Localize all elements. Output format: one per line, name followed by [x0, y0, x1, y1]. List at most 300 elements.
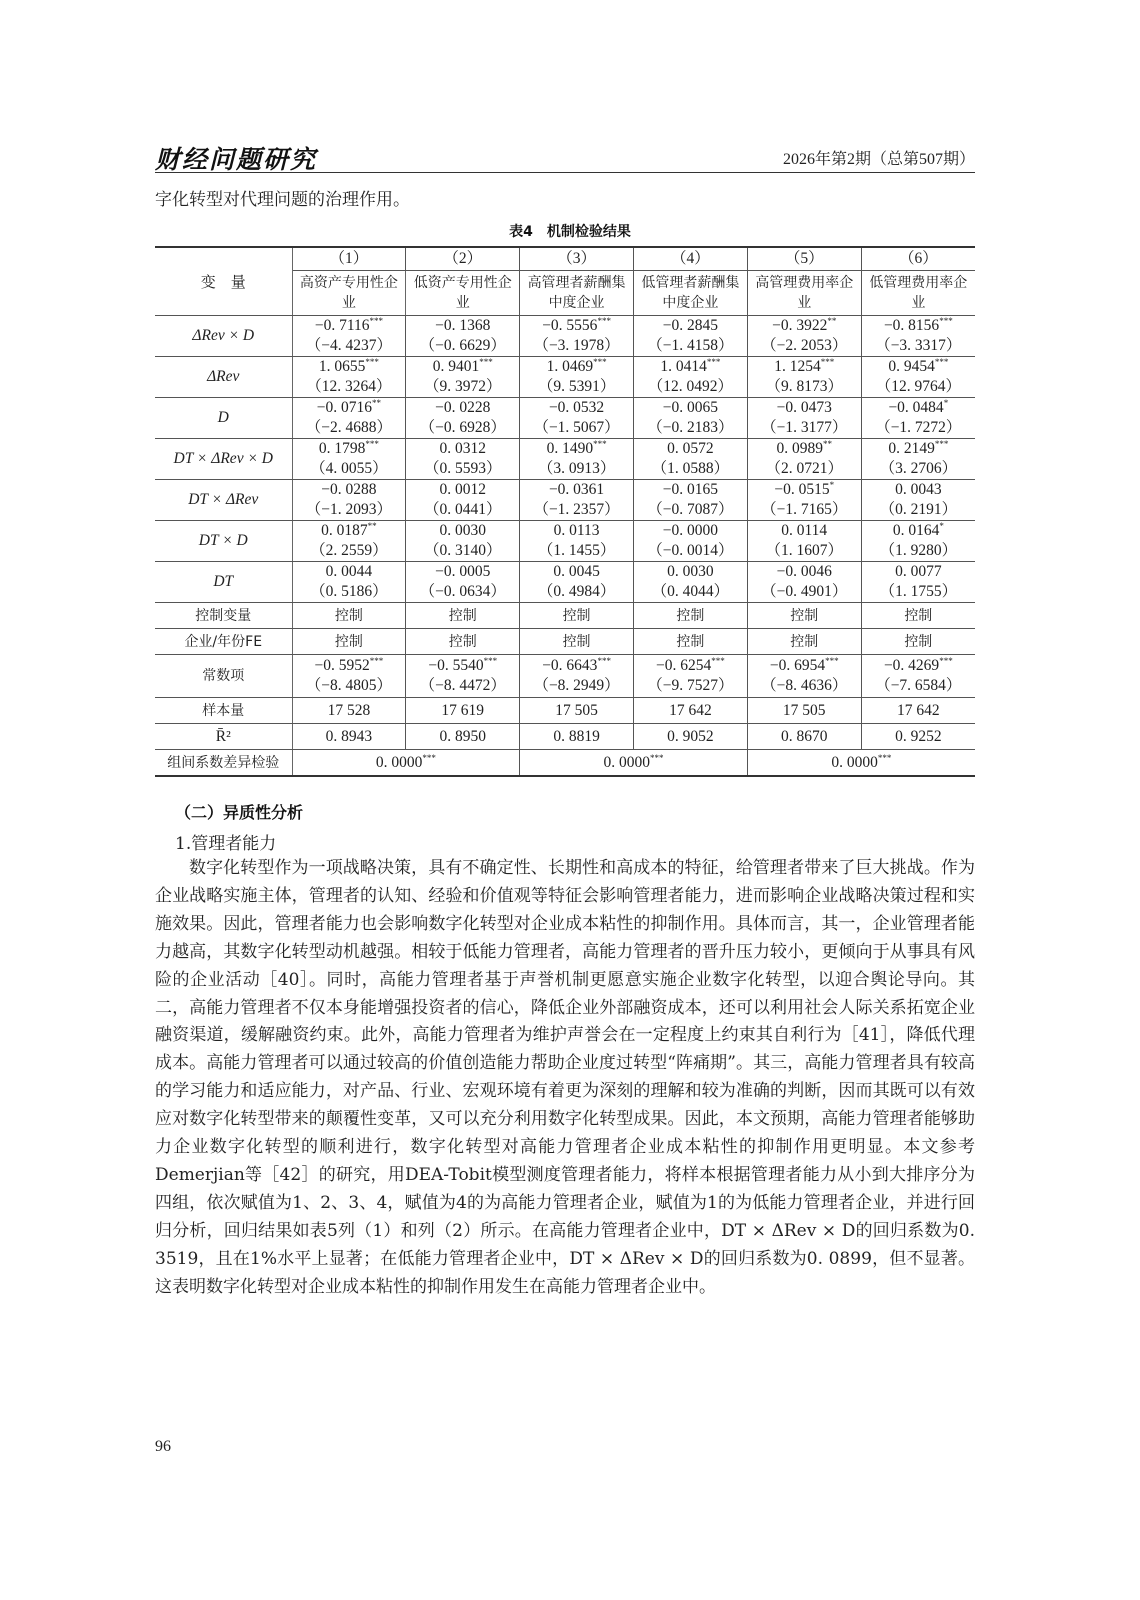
variable-label: ΔRev	[207, 368, 240, 385]
coefficient: 0. 0012	[439, 481, 486, 498]
significance-stars: ***	[483, 656, 498, 666]
table-cell	[406, 562, 520, 603]
t-statistic: （0. 2191）	[879, 501, 958, 518]
table-cell	[520, 316, 634, 357]
p-value: 0. 0000	[831, 753, 878, 771]
table-row	[155, 357, 975, 398]
column-group-label: 低管理者薪酬集中度企业	[641, 275, 740, 311]
table-cell	[747, 629, 861, 655]
coefficient: 0. 0077	[895, 563, 942, 580]
table-cell	[520, 724, 634, 750]
cell-value: 控制	[904, 607, 933, 624]
coefficient: −0. 8156	[883, 317, 940, 334]
t-statistic: （0. 4984）	[537, 583, 616, 600]
table-cell	[747, 480, 861, 521]
coefficient: −0. 7116	[314, 317, 370, 334]
column-group	[520, 271, 634, 316]
regression-table	[155, 246, 975, 777]
table-row	[155, 398, 975, 439]
coefficient: 0. 0572	[667, 440, 714, 457]
coefficient: −0. 5540	[428, 657, 484, 674]
column-group-label: 低管理费用率企业	[869, 275, 968, 311]
column-number-label: （1）	[329, 250, 369, 267]
cell-value: 17 505	[782, 701, 826, 719]
t-statistic: （−7. 6584）	[875, 677, 962, 694]
t-statistic: （−0. 6629）	[419, 337, 506, 354]
column-group-label: 高管理者薪酬集中度企业	[527, 275, 626, 311]
table-cell	[747, 521, 861, 562]
column-group-label: 高资产专用性企业	[299, 275, 398, 311]
cell-value: 0. 8670	[780, 727, 828, 745]
table-cell	[633, 521, 747, 562]
table-cell	[292, 629, 406, 655]
t-statistic: （1. 1755）	[879, 583, 958, 600]
diff-test-value	[747, 750, 975, 777]
coefficient: 1. 0655	[318, 358, 366, 375]
table-cell	[292, 724, 406, 750]
table-cell	[292, 603, 406, 629]
table-cell	[861, 724, 975, 750]
t-statistic: （0. 4044）	[651, 583, 730, 600]
significance-stars: **	[372, 398, 382, 408]
coefficient: −0. 0228	[435, 399, 491, 416]
table-cell	[520, 603, 634, 629]
column-group-label: 高管理费用率企业	[755, 275, 854, 311]
cell-value: 控制	[676, 607, 705, 624]
t-statistic: （−0. 6928）	[419, 419, 506, 436]
t-statistic: （−1. 2357）	[533, 501, 620, 518]
t-statistic: （−0. 4901）	[761, 583, 848, 600]
table-caption: 表4 机制检验结果	[509, 224, 631, 240]
t-statistic: （−1. 3177）	[761, 419, 848, 436]
significance-stars: ***	[649, 752, 664, 763]
t-statistic: （12. 0492）	[647, 378, 734, 395]
variable-name	[155, 398, 292, 439]
table-cell	[747, 603, 861, 629]
row-label: 企业/年份FE	[184, 633, 263, 650]
table-cell	[861, 316, 975, 357]
table-cell	[861, 655, 975, 698]
cell-value: 17 505	[555, 701, 598, 719]
column-number	[633, 247, 747, 271]
table-cell	[292, 562, 406, 603]
table-cell	[520, 562, 634, 603]
significance-stars: ***	[711, 656, 725, 666]
significance-stars: ***	[934, 357, 949, 367]
table-cell	[861, 357, 975, 398]
table-cell	[633, 316, 747, 357]
t-statistic: （9. 5391）	[537, 378, 616, 395]
significance-stars: ***	[877, 752, 892, 763]
column-number-label: （5）	[784, 250, 824, 267]
table-cell	[520, 655, 634, 698]
table-cell	[747, 655, 861, 698]
significance-stars: ***	[479, 357, 493, 367]
r2-row	[155, 724, 975, 750]
coefficient: 0. 0989	[776, 440, 823, 457]
t-statistic: （−2. 2053）	[761, 337, 848, 354]
table-cell	[633, 655, 747, 698]
table-cell	[520, 439, 634, 480]
coefficient: 0. 0114	[781, 522, 828, 539]
table-cell	[292, 698, 406, 724]
cell-value: 17 619	[441, 701, 485, 719]
table-row	[155, 439, 975, 480]
table-cell	[520, 398, 634, 439]
significance-stars: ***	[939, 656, 953, 666]
t-statistic: （−8. 2949）	[533, 677, 620, 694]
significance-stars: ***	[597, 656, 611, 666]
t-statistic: （−0. 2183）	[647, 419, 734, 436]
column-number-label: （4）	[671, 250, 710, 267]
table-cell	[747, 698, 861, 724]
table-cell	[633, 480, 747, 521]
column-number	[520, 247, 634, 271]
cell-value: 0. 9052	[667, 727, 714, 745]
table-cell	[633, 562, 747, 603]
variable-name	[155, 357, 292, 398]
significance-stars: ***	[365, 439, 379, 449]
column-group	[633, 271, 747, 316]
variable-name	[155, 316, 292, 357]
t-statistic: （−9. 7527）	[647, 677, 734, 694]
fe-row	[155, 629, 975, 655]
journal-logo: 财经问题研究	[155, 145, 318, 174]
table-cell	[520, 521, 634, 562]
table-row	[155, 562, 975, 603]
variable-label: D	[217, 409, 229, 426]
body-paragraph: 数字化转型作为一项战略决策，具有不确定性、长期性和高成本的特征，给管理者带来了巨大挑战。作为企业战略实施主体，管理者的认知、经验和价值观等特征会影响管理者能力，进而影响企业战略决策过程和实施效果。因此，管理者能力也会影响数字化转型对企业成本粘性的抑制作用。具体而言，其一，企业管理者能力越高，其数字化转型动机越强。相较于低能力管理者，高能力管理者的晋升压力较小，更倾向于从事具有风险的企业活动［40］。同时，高能力管理者基于声誉机制更愿意实施企业数字化转型，以迎合舆论导向。其二，高能力管理者不仅本身能增强投资者的信心，降低企业外部融资成本，还可以利用社会人际关系拓宽企业融资渠道，缓解融资约束。此外，高能力管理者为维护声誉会在一定程度上约束其自利行为［41］，降低代理成本。高能力管理者可以通过较高的价值创造能力帮助企业度过转型“阵痛期”。其三，高能力管理者具有较高的学习能力和适应能力，对产品、行业、宏观环境有着更为深刻的理解和较为准确的判断，因而其既可以有效应对数字化转型带来的颠覆性变革，又可以充分利用数字化转型成果。因此，本文预期，高能力管理者能够助力企业数字化转型的顺利进行，数字化转型对高能力管理者企业成本粘性的抑制作用更明显。本文参考Demerjian等［42］的研究，用DEA-Tobit模型测度管理者能力，将样本根据管理者能力从小到大排序分为四组，依次赋值为1、2、3、4，赋值为4的为高能力管理者企业，赋值为1的为低能力管理者企业，并进行回归分析，回归结果如表5列（1）和列（2）所示。在高能力管理者企业中，DT × ΔRev × D的回归系数为0. 3519，且在1%水平上显著；在低能力管理者企业中，DT × ΔRev × D的回归系数为0. 0899，但不显著。这表明数字化转型对企业成本粘性的抑制作用发生在高能力管理者企业中。	[155, 858, 975, 1297]
table-cell	[292, 439, 406, 480]
table-cell	[861, 629, 975, 655]
significance-stars: *	[829, 480, 835, 490]
p-value: 0. 0000	[603, 753, 650, 771]
lead-text: 字化转型对代理问题的治理作用。	[155, 190, 410, 210]
t-statistic: （−8. 4805）	[305, 677, 393, 694]
table-cell	[861, 439, 975, 480]
coefficient: 1. 0469	[546, 358, 594, 375]
cell-value: 0. 8819	[553, 727, 600, 745]
table-cell	[747, 439, 861, 480]
significance-stars: ***	[825, 656, 839, 666]
t-statistic: （−1. 5067）	[533, 419, 620, 436]
subsection-heading: 1.管理者能力	[175, 834, 277, 854]
t-statistic: （12. 9764）	[875, 378, 961, 395]
column-number	[406, 247, 520, 271]
significance-stars: ***	[422, 752, 436, 763]
table-cell	[292, 316, 406, 357]
significance-stars: ***	[820, 357, 835, 367]
t-statistic: （−1. 7165）	[761, 501, 848, 518]
coefficient: −0. 0288	[321, 481, 377, 498]
n-row	[155, 698, 975, 724]
significance-stars: **	[827, 316, 837, 326]
table-row	[155, 521, 975, 562]
coefficient: 0. 1798	[318, 440, 366, 457]
cell-value: 控制	[676, 633, 705, 650]
t-statistic: （0. 3140）	[423, 542, 502, 559]
table-cell	[520, 357, 634, 398]
table-row	[155, 316, 975, 357]
significance-stars: ***	[369, 316, 383, 326]
row-label: 样本量	[202, 702, 245, 719]
significance-stars: ***	[593, 357, 607, 367]
variable-name	[155, 562, 292, 603]
diff-test-row	[155, 750, 975, 777]
cell-value: 0. 8943	[325, 727, 373, 745]
t-statistic: （−0. 0634）	[419, 583, 506, 600]
cell-value: 控制	[904, 633, 933, 650]
t-statistic: （−1. 2093）	[305, 501, 393, 518]
table-row	[155, 480, 975, 521]
cell-value: 17 528	[327, 701, 371, 719]
table-cell	[406, 629, 520, 655]
coefficient: 0. 0312	[439, 440, 486, 457]
t-statistic: （−4. 4237）	[305, 337, 393, 354]
column-number	[292, 247, 406, 271]
coefficient: −0. 0000	[662, 522, 719, 539]
significance-stars: ***	[597, 316, 611, 326]
issue-info: 2026年第2期（总第507期）	[782, 151, 975, 168]
table-cell	[520, 480, 634, 521]
cell-value: 控制	[790, 607, 819, 624]
variable-name	[155, 480, 292, 521]
table-cell	[292, 655, 406, 698]
table-cell	[633, 698, 747, 724]
table-cell	[406, 480, 520, 521]
table-cell	[747, 357, 861, 398]
coefficient: 0. 9454	[888, 358, 935, 375]
variable-label: DT × ΔRev	[188, 491, 259, 508]
t-statistic: （0. 5593）	[423, 460, 502, 477]
table-cell	[292, 357, 406, 398]
coefficient: 0. 0045	[553, 563, 600, 580]
table-cell	[406, 316, 520, 357]
constant-label	[155, 655, 292, 698]
significance-stars: ***	[706, 357, 721, 367]
coefficient: −0. 2845	[662, 317, 719, 334]
coefficient: 0. 9401	[432, 358, 480, 375]
coefficient: 0. 1490	[546, 440, 594, 457]
coefficient: 0. 0043	[895, 481, 942, 498]
coefficient: −0. 0165	[662, 481, 719, 498]
coefficient: 0. 0187	[321, 522, 368, 539]
cell-value: 控制	[334, 633, 363, 650]
header-row-numbers	[155, 247, 975, 271]
cell-value: 0. 8950	[439, 727, 486, 745]
column-group-label: 低资产专用性企业	[413, 275, 512, 311]
p-value: 0. 0000	[375, 753, 423, 771]
table-cell	[861, 480, 975, 521]
coefficient: −0. 0532	[548, 399, 605, 416]
coefficient: −0. 0361	[548, 481, 605, 498]
column-group	[292, 271, 406, 316]
r2-label	[155, 724, 292, 750]
t-statistic: （−8. 4636）	[761, 677, 848, 694]
table-cell	[861, 562, 975, 603]
t-statistic: （3. 0913）	[537, 460, 616, 477]
significance-stars: **	[367, 521, 377, 531]
column-number-label: （2）	[443, 250, 483, 267]
t-statistic: （12. 3264）	[306, 378, 392, 395]
t-statistic: （−1. 4158）	[647, 337, 734, 354]
column-group	[406, 271, 520, 316]
variable-label: DT × ΔRev × D	[173, 450, 273, 467]
table-cell	[520, 629, 634, 655]
cell-value: 控制	[448, 607, 477, 624]
body-text	[155, 855, 975, 1302]
cell-value: 控制	[334, 607, 363, 624]
table-cell	[633, 724, 747, 750]
coefficient: −0. 0716	[316, 399, 373, 416]
t-statistic: （1. 0588）	[651, 460, 730, 477]
coefficient: 1. 1254	[774, 358, 821, 375]
table-cell	[633, 398, 747, 439]
t-statistic: （0. 0441）	[423, 501, 502, 518]
significance-stars: *	[943, 398, 949, 408]
cell-value: 控制	[562, 607, 591, 624]
t-statistic: （−0. 0014）	[647, 542, 734, 559]
table-cell	[406, 698, 520, 724]
variable-label: DT × D	[198, 532, 248, 549]
t-statistic: （2. 0721）	[765, 460, 843, 477]
variable-name	[155, 439, 292, 480]
t-statistic: （3. 2706）	[879, 460, 958, 477]
table-cell	[747, 398, 861, 439]
coefficient: −0. 4269	[883, 657, 940, 674]
table-cell	[633, 629, 747, 655]
coefficient: −0. 0484	[888, 399, 944, 416]
constant-row	[155, 655, 975, 698]
table-cell	[747, 562, 861, 603]
column-number	[861, 247, 975, 271]
significance-stars: ***	[593, 439, 607, 449]
coefficient: 0. 0044	[325, 563, 373, 580]
t-statistic: （4. 0055）	[310, 460, 388, 477]
diff-test-label	[155, 750, 292, 777]
coefficient: 0. 0164	[892, 522, 940, 539]
variable-label: DT	[213, 573, 234, 590]
diff-test-value	[520, 750, 748, 777]
column-number-label: （3）	[557, 250, 596, 267]
t-statistic: （9. 3972）	[423, 378, 502, 395]
table-cell	[861, 398, 975, 439]
t-statistic: （−8. 4472）	[419, 677, 506, 694]
significance-stars: *	[939, 521, 944, 531]
table-cell	[861, 521, 975, 562]
table-cell	[633, 357, 747, 398]
coefficient: 0. 0113	[553, 522, 600, 539]
coefficient: −0. 3922	[772, 317, 828, 334]
coefficient: −0. 1368	[435, 317, 491, 334]
row-label: R̄²	[215, 727, 231, 745]
variable-header-label: 变 量	[200, 272, 246, 291]
table-cell	[406, 603, 520, 629]
table-cell	[520, 698, 634, 724]
table-cell	[292, 398, 406, 439]
coefficient: −0. 5952	[314, 657, 370, 674]
t-statistic: （2. 2559）	[310, 542, 388, 559]
cell-value: 17 642	[669, 701, 712, 719]
column-number	[747, 247, 861, 271]
table-cell	[861, 603, 975, 629]
t-statistic: （−3. 3317）	[875, 337, 962, 354]
row-label: 组间系数差异检验	[167, 754, 280, 771]
coefficient: −0. 0515	[774, 481, 830, 498]
coefficient: −0. 0065	[662, 399, 719, 416]
coefficient: −0. 6643	[542, 657, 598, 674]
cell-value: 控制	[448, 633, 477, 650]
diff-test-value	[292, 750, 520, 777]
variable-name	[155, 521, 292, 562]
coefficient: −0. 6254	[656, 657, 712, 674]
table-cell	[861, 698, 975, 724]
row-label: 常数项	[202, 668, 245, 684]
cell-value: 17 642	[897, 701, 940, 719]
cell-value: 控制	[562, 633, 591, 650]
variable-label: ΔRev × D	[192, 327, 255, 344]
coefficient: −0. 0005	[435, 563, 491, 580]
n-label	[155, 698, 292, 724]
column-group	[861, 271, 975, 316]
table-cell	[747, 316, 861, 357]
variable-header	[155, 247, 292, 316]
table-cell	[633, 603, 747, 629]
significance-stars: **	[822, 439, 832, 449]
significance-stars: ***	[365, 357, 379, 367]
t-statistic: （1. 1455）	[537, 542, 616, 559]
t-statistic: （0. 5186）	[310, 583, 388, 600]
coefficient: 1. 0414	[660, 358, 707, 375]
table-cell	[406, 521, 520, 562]
significance-stars: ***	[934, 439, 949, 449]
section-heading: （二）异质性分析	[175, 803, 304, 822]
table-cell	[406, 398, 520, 439]
t-statistic: （9. 8173）	[765, 378, 843, 395]
table-cell	[633, 439, 747, 480]
controls-label	[155, 603, 292, 629]
table-cell	[292, 480, 406, 521]
controls-row	[155, 603, 975, 629]
table-cell	[747, 724, 861, 750]
page-number: 96	[155, 1438, 171, 1455]
significance-stars: ***	[369, 656, 384, 666]
table-cell	[406, 724, 520, 750]
t-statistic: （1. 9280）	[879, 542, 958, 559]
page-header	[155, 140, 975, 173]
coefficient: −0. 6954	[769, 657, 826, 674]
table-cell	[292, 521, 406, 562]
fe-label	[155, 629, 292, 655]
t-statistic: （−0. 7087）	[647, 501, 734, 518]
coefficient: −0. 0046	[776, 563, 832, 580]
cell-value: 控制	[790, 633, 819, 650]
coefficient: −0. 0473	[776, 399, 832, 416]
significance-stars: ***	[939, 316, 953, 326]
column-group	[747, 271, 861, 316]
table-cell	[406, 655, 520, 698]
coefficient: −0. 5556	[542, 317, 598, 334]
table-cell	[406, 439, 520, 480]
coefficient: 0. 2149	[888, 440, 935, 457]
coefficient: 0. 0030	[439, 522, 486, 539]
t-statistic: （−1. 7272）	[875, 419, 962, 436]
column-number-label: （6）	[898, 250, 938, 267]
row-label: 控制变量	[195, 607, 252, 624]
t-statistic: （−3. 1978）	[533, 337, 620, 354]
cell-value: 0. 9252	[895, 727, 942, 745]
coefficient: 0. 0030	[667, 563, 714, 580]
